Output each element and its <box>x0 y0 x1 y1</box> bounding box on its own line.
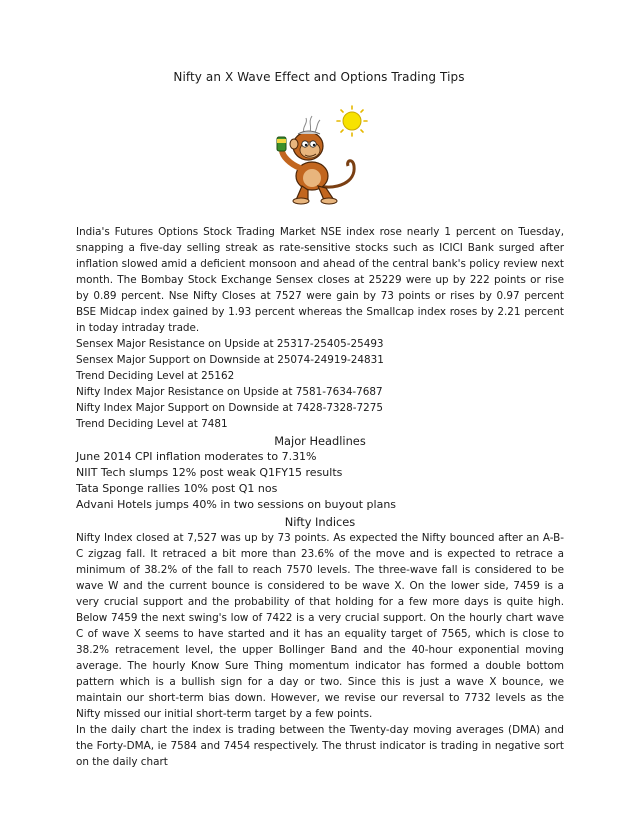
headlines-heading: Major Headlines <box>274 434 366 448</box>
level-line: Nifty Index Major Support on Downside at 7428-7328-7275 <box>76 402 383 414</box>
headline-item: Tata Sponge rallies 10% post Q1 nos <box>76 482 278 495</box>
cartoon-monkey-with-sun-icon <box>268 104 372 210</box>
article-body <box>76 224 564 770</box>
headlines-list <box>76 449 564 513</box>
document-title: Nifty an X Wave Effect and Options Trading Tips <box>173 70 465 84</box>
headline-item: NIIT Tech slumps 12% post weak Q1FY15 results <box>76 466 343 479</box>
sun-icon <box>337 106 367 136</box>
level-line: Trend Deciding Level at 25162 <box>76 370 235 382</box>
level-line: Nifty Index Major Resistance on Upside at 7581-7634-7687 <box>76 386 383 398</box>
level-line: Sensex Major Support on Downside at 25074-24919-24831 <box>76 354 384 366</box>
level-line: Sensex Major Resistance on Upside at 25317-25405-25493 <box>76 338 384 350</box>
headline-item: June 2014 CPI inflation moderates to 7.31% <box>76 450 317 463</box>
support-resistance-levels <box>76 336 564 432</box>
nifty-indices-heading: Nifty Indices <box>284 515 356 529</box>
nifty-indices-paragraph: Nifty Index closed at 7,527 was up by 73 points. As expected the Nifty bounced after an A-B-C zigzag fall. It retraced a bit more than 23.6% of the move and is expected to retrace a minimum of 38.2% of the fall to reach 7570 levels. The three-wave fall is considered to be wave W and the current bounce is considered to be wave X. On the lower side, 7459 is a very crucial support and the probability of that holding for a few more days is quite high. Below 7459 the next swing's low of 7422 is a very crucial support. On the hourly chart wave C of wave X seems to have started and it has an equality target of 7565, which is close to 38.2% retracement level, the upper Bollinger Band and the 40-hour exponential moving average. The hourly Know Sure Thing momentum indicator has formed a double bottom pattern which is a bullish sign for a day or two. Since this is just a wave X bounce, we maintain our short-term bias down. However, we revise our reversal to 7732 levels as the Nifty missed our initial short-term target by a few points. <box>76 532 564 720</box>
level-line: Trend Deciding Level at 7481 <box>76 418 228 430</box>
headline-item: Advani Hotels jumps 40% in two sessions on buyout plans <box>76 498 397 511</box>
daily-chart-paragraph: In the daily chart the index is trading between the Twenty-day moving averages (DMA) and the Forty-DMA, ie 7584 and 7454 respectively. The thrust indicator is trading in negative sort on the daily chart <box>76 724 564 768</box>
intro-paragraph: India's Futures Options Stock Trading Market NSE index rose nearly 1 percent on Tuesday, snapping a five-day selling streak as rate-sensitive stocks such as ICICI Bank surged after inflation slowed amid a deficient monsoon and ahead of the central bank's policy review next month. The Bombay Stock Exchange Sensex closes at 25229 were up by 222 points or rise by 0.89 percent. Nse Nifty Closes at 7527 were gain by 73 points or rises by 0.97 percent BSE Midcap index gained by 1.93 percent whereas the Smallcap index roses by 2.21 percent in today intraday trade. <box>76 226 564 334</box>
